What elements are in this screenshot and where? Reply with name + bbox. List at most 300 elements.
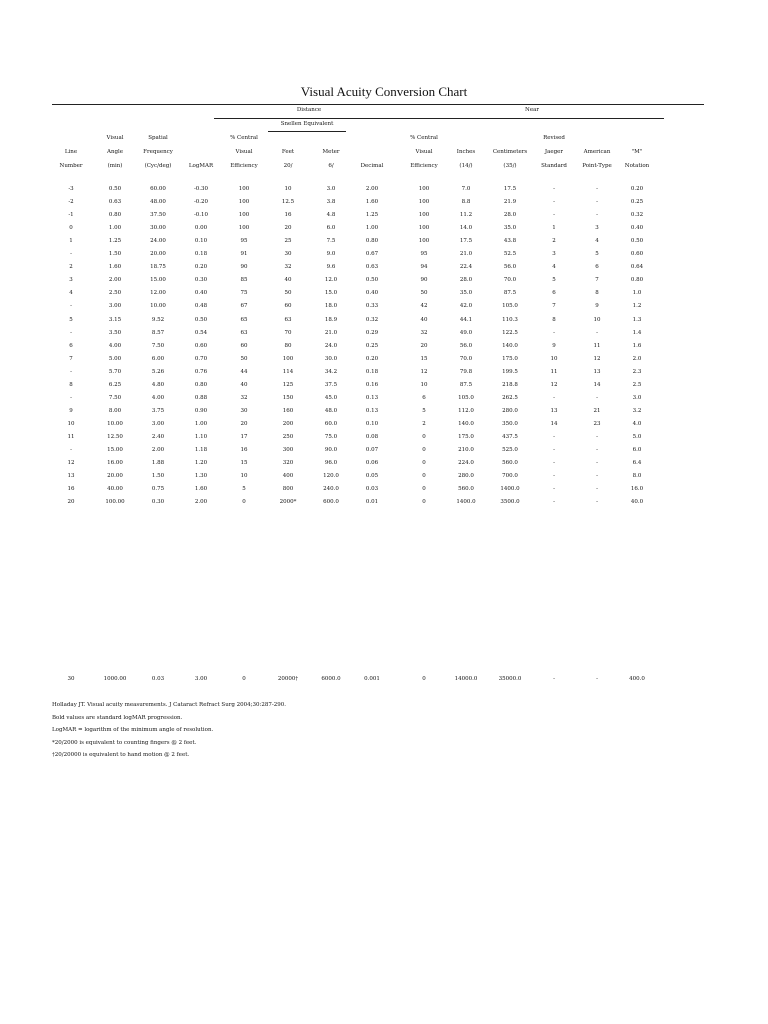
table-cell: 32 (284, 264, 292, 271)
table-cell: 16.00 (107, 460, 123, 467)
footnotes (52, 702, 286, 765)
column-header: Efficiency (230, 163, 258, 169)
table-cell: 60.0 (324, 420, 338, 427)
table-cell: 16.0 (630, 486, 644, 493)
table-cell: 63 (284, 316, 292, 323)
table-cell: 2.00 (365, 186, 379, 192)
table-cell: 3 (595, 225, 599, 232)
table-cell: 210.0 (458, 447, 474, 453)
table-cell: 12 (67, 460, 75, 467)
table-cell: 7 (552, 303, 556, 310)
table-cell: 9 (595, 303, 599, 310)
table-cell: 1.50 (151, 473, 165, 480)
table-cell: -0.20 (193, 199, 209, 206)
table-cell: 87.5 (503, 290, 517, 297)
table-cell: 28.0 (503, 212, 517, 219)
table-cell: 0.32 (630, 212, 644, 219)
table-cell: 1 (552, 225, 556, 232)
column-header: 20/ (283, 163, 293, 169)
footnote: Holladay JT. Visual acuity measurements. J Cataract Refract Surg 2004;30:287-290. (52, 702, 286, 708)
table-cell: 6 (69, 342, 73, 349)
footnote: *20/2000 is equivalent to counting fingers @ 2 feet. (52, 739, 197, 746)
table-cell: 10 (240, 473, 248, 480)
table-cell: 262.5 (502, 394, 518, 401)
table-cell: 8 (552, 316, 556, 323)
column-header: Visual (106, 135, 124, 141)
table-cell: 1.00 (108, 225, 122, 232)
table-cell: 42 (420, 303, 428, 310)
table-cell: 9.52 (151, 316, 165, 323)
table-cell: 4.00 (108, 342, 122, 349)
table-cell: 120.0 (323, 473, 339, 480)
table-cell: 160 (282, 407, 294, 414)
column-header: "M" (631, 149, 643, 155)
table-cell: 3.00 (108, 303, 122, 310)
column-header: Efficiency (410, 163, 438, 169)
column-header: Angle (106, 149, 124, 155)
table-cell: 122.5 (502, 329, 518, 336)
table-cell: 3.8 (326, 199, 336, 206)
table-cell: 320 (282, 460, 294, 467)
table-cell: 8 (69, 381, 73, 388)
table-cell: 1.30 (194, 473, 208, 480)
table-cell: 11 (593, 342, 601, 349)
table-cell: 30 (67, 676, 75, 682)
table-cell: 3.00 (151, 420, 165, 427)
table-cell: 100 (418, 186, 430, 192)
table-cell: 2 (69, 264, 73, 271)
table-cell: 70.0 (459, 355, 473, 362)
column-header: LogMAR (188, 163, 214, 169)
table-cell: 6 (595, 264, 599, 271)
column-header: Visual (415, 149, 433, 155)
table-cell: 0.50 (108, 186, 122, 192)
table-cell: 10.00 (107, 420, 123, 427)
table-cell: 24.0 (324, 342, 338, 349)
table-cell: - (553, 394, 555, 401)
table-cell: 67 (240, 303, 248, 310)
table-cell: 90 (240, 264, 248, 271)
table-cell: 95 (240, 238, 248, 245)
table-cell: 30.0 (324, 355, 338, 362)
table-cell: 21 (593, 407, 601, 414)
table-cell: 0.76 (194, 368, 208, 375)
table-cell: 0 (422, 486, 426, 493)
table-cell: 20 (240, 420, 248, 427)
table-cell: 4 (69, 290, 73, 297)
table-cell: 50 (240, 355, 248, 362)
table-cell: 1.4 (632, 329, 642, 336)
table-cell: 1.00 (365, 225, 379, 232)
table-cell: 0.50 (630, 238, 644, 245)
table-cell: 8.00 (108, 407, 122, 414)
table-cell: 0.54 (194, 329, 208, 336)
table-cell: 350.0 (502, 420, 518, 427)
table-cell: 23 (593, 420, 601, 427)
table-cell: - (70, 303, 72, 310)
table-cell: 0.18 (194, 251, 208, 258)
table-cell: 140.0 (458, 420, 474, 427)
table-cell: 199.5 (502, 368, 518, 375)
table-cell: - (553, 460, 555, 467)
column-header: Meter (322, 149, 340, 155)
table-cell: 50 (420, 290, 428, 297)
table-cell: 6.4 (632, 460, 642, 467)
table-cell: 0.40 (365, 290, 379, 297)
table-cell: - (553, 473, 555, 480)
column-header: (min) (107, 163, 123, 169)
table-cell: 4.80 (151, 381, 165, 388)
table-cell: 1.50 (108, 251, 122, 258)
column-header: Line (64, 149, 78, 155)
table-cell: 437.5 (502, 433, 518, 440)
table-cell: 0.16 (365, 381, 379, 388)
table-cell: - (70, 368, 72, 375)
table-cell: 16 (67, 486, 75, 493)
table-cell: 11.2 (459, 212, 473, 219)
table-cell: 30 (284, 251, 292, 258)
table-cell: 7.50 (151, 342, 165, 349)
table-cell: 100 (418, 238, 430, 245)
table-cell: 5.0 (632, 433, 642, 440)
table-cell: 6.00 (151, 355, 165, 362)
table-cell: 63 (240, 329, 248, 336)
table-cell: 70 (284, 329, 292, 336)
table-cell: 18.0 (324, 303, 338, 310)
table-cell: 13 (593, 368, 601, 375)
table-cell: 0.08 (365, 433, 379, 440)
table-cell: - (596, 499, 598, 506)
table-cell: 2.3 (632, 368, 642, 375)
table-cell: 25 (284, 238, 292, 245)
table-cell: 0.001 (364, 676, 380, 682)
table-cell: 6.25 (108, 381, 122, 388)
table-cell: 0.90 (194, 407, 208, 414)
table-cell: 100 (238, 225, 250, 232)
table-cell: 105.0 (458, 394, 474, 401)
table-cell: -0.10 (193, 212, 209, 219)
table-cell: - (596, 447, 598, 453)
table-cell: 2 (552, 238, 556, 245)
column-header: Frequency (143, 149, 173, 155)
near-group-label: Near (525, 107, 539, 113)
table-cell: 12 (550, 381, 558, 388)
table-cell: - (596, 329, 598, 336)
table-cell: 20.00 (107, 473, 123, 480)
table-cell: 0.20 (365, 355, 379, 362)
table-cell: 35.0 (459, 290, 473, 297)
table-cell: 3.00 (194, 676, 208, 682)
table-cell: -1 (68, 212, 74, 219)
table-cell: 0 (422, 473, 426, 480)
table-cell: 4.0 (632, 420, 642, 427)
table-cell: 100 (238, 199, 250, 206)
table-cell: 3.75 (151, 407, 165, 414)
table-cell: 11 (550, 368, 558, 375)
table-cell: 8.8 (461, 199, 471, 206)
table-cell: 1.60 (108, 264, 122, 271)
table-cell: 0.64 (630, 264, 644, 271)
table-cell: 17 (240, 433, 248, 440)
table-cell: 79.8 (459, 368, 473, 375)
table-cell: 95 (420, 251, 428, 258)
table-cell: 94 (420, 264, 428, 271)
table-cell: 105.0 (502, 303, 518, 310)
table-cell: 0.60 (194, 342, 208, 349)
distance-group-label: Distance (296, 107, 322, 113)
table-cell: 2 (422, 420, 426, 427)
table-cell: 100 (238, 212, 250, 219)
table-cell: 32 (240, 394, 248, 401)
table-cell: - (553, 447, 555, 453)
table-cell: 150 (282, 394, 294, 401)
table-cell: - (596, 199, 598, 206)
table-cell: 1000.00 (103, 676, 127, 682)
column-header: Spatial (148, 135, 168, 141)
table-cell: 0.40 (630, 225, 644, 232)
column-header: American (583, 149, 611, 155)
table-cell: 15.0 (324, 290, 338, 297)
table-cell: 45.0 (324, 394, 338, 401)
table-cell: - (553, 212, 555, 219)
table-cell: 10 (284, 186, 292, 192)
table-cell: 0.10 (365, 420, 379, 427)
table-cell: 0.32 (365, 316, 379, 323)
table-cell: - (596, 212, 598, 219)
table-cell: 0.20 (194, 264, 208, 271)
column-header: Notation (624, 163, 650, 169)
snellen-rule (268, 131, 346, 132)
table-cell: 2.40 (151, 433, 165, 440)
column-header: % Central (230, 135, 258, 141)
table-cell: 22.4 (459, 264, 473, 271)
table-cell: 280.0 (458, 473, 474, 480)
table-cell: 6 (422, 394, 426, 401)
table-cell: 1.10 (194, 433, 208, 440)
table-cell: 2.00 (108, 277, 122, 284)
table-cell: 16 (240, 447, 248, 453)
table-cell: 0 (242, 499, 246, 506)
table-cell: 100.00 (105, 499, 125, 506)
table-cell: 7 (595, 277, 599, 284)
table-cell: 11 (67, 433, 75, 440)
table-cell: 0.60 (630, 251, 644, 258)
table-cell: 0.20 (630, 186, 644, 192)
table-cell: - (70, 329, 72, 336)
table-cell: 12.00 (150, 290, 166, 297)
table-cell: 3.2 (632, 407, 642, 414)
table-cell: 21.0 (324, 329, 338, 336)
table-cell: 52.5 (503, 251, 517, 258)
table-cell: - (596, 433, 598, 440)
table-cell: 0.29 (365, 329, 379, 336)
table-cell: 5 (552, 277, 556, 284)
column-header: Revised (543, 135, 565, 141)
table-cell: 5 (242, 486, 246, 493)
table-cell: 4.8 (326, 212, 336, 219)
table-cell: 300 (282, 447, 294, 453)
table-cell: 2.0 (632, 355, 642, 362)
table-cell: 0.80 (365, 238, 379, 245)
table-cell: 60 (240, 342, 248, 349)
table-cell: 0.25 (365, 342, 379, 349)
table-cell: 15 (420, 355, 428, 362)
column-header: % Central (410, 135, 438, 141)
table-cell: 0.80 (630, 277, 644, 284)
table-cell: 14 (593, 381, 601, 388)
table-cell: 0.00 (194, 225, 208, 232)
table-cell: 0.01 (365, 499, 379, 506)
table-cell: -0.30 (193, 186, 209, 192)
table-cell: 5 (69, 316, 73, 323)
table-cell: 14.0 (459, 225, 473, 232)
table-cell: 560.0 (458, 486, 474, 493)
table-cell: 3.0 (326, 186, 336, 192)
table-cell: 114 (282, 368, 294, 375)
table-cell: 112.0 (458, 407, 474, 414)
table-cell: 1400.0 (500, 486, 520, 493)
table-cell: 218.8 (502, 381, 518, 388)
table-cell: 1.18 (194, 447, 208, 453)
snellen-group-label: Snellen Equivalent (280, 121, 334, 127)
table-cell: 4 (552, 264, 556, 271)
table-cell: 56.0 (503, 264, 517, 271)
table-cell: 40 (284, 277, 292, 284)
table-cell: 1 (69, 238, 73, 245)
table-cell: 12 (593, 355, 601, 362)
table-cell: 3500.0 (500, 499, 520, 506)
table-cell: 48.00 (150, 199, 166, 206)
table-cell: 0.33 (365, 303, 379, 310)
table-cell: 35000.0 (498, 676, 522, 682)
table-cell: 0 (422, 433, 426, 440)
footnote: LogMAR = logarithm of the minimum angle of resolution. (52, 727, 214, 733)
table-cell: 1.6 (632, 342, 642, 349)
table-cell: 1.25 (108, 238, 122, 245)
table-cell: 6.0 (326, 225, 336, 232)
table-cell: 0.30 (194, 277, 208, 284)
table-cell: 4 (595, 238, 599, 245)
table-cell: 15 (240, 460, 248, 467)
table-cell: 2.00 (151, 447, 165, 453)
table-cell: 8.0 (632, 473, 642, 480)
table-cell: 3 (552, 251, 556, 258)
table-cell: 3.0 (632, 394, 642, 401)
table-cell: 6 (552, 290, 556, 297)
table-cell: 100 (282, 355, 294, 362)
table-cell: 0.07 (365, 447, 379, 453)
table-cell: - (596, 486, 598, 493)
table-cell: 50 (284, 290, 292, 297)
table-cell: 15.00 (150, 277, 166, 284)
table-cell: 8.57 (151, 329, 165, 336)
table-cell: 96.0 (324, 460, 338, 467)
table-cell: 5.00 (108, 355, 122, 362)
table-cell: 1.0 (632, 290, 642, 297)
table-cell: 0.67 (365, 251, 379, 258)
table-cell: 80 (284, 342, 292, 349)
column-header: Point-Type (582, 163, 612, 169)
table-cell: 43.8 (503, 238, 517, 245)
table-cell: 40.00 (107, 486, 123, 493)
table-cell: 0.40 (194, 290, 208, 297)
column-header: (14/) (459, 163, 473, 169)
table-cell: 0.05 (365, 473, 379, 480)
table-cell: 85 (240, 277, 248, 284)
table-cell: -2 (68, 199, 74, 206)
table-cell: 800 (282, 486, 294, 493)
table-cell: 0.03 (365, 486, 379, 493)
table-cell: - (596, 186, 598, 192)
table-cell: 0.06 (365, 460, 379, 467)
table-cell: - (553, 329, 555, 336)
table-cell: 5 (422, 407, 426, 414)
table-cell: 560.0 (502, 460, 518, 467)
table-cell: 525.0 (502, 447, 518, 453)
table-cell: 24.00 (150, 238, 166, 245)
table-cell: - (596, 676, 598, 682)
table-cell: 0.13 (365, 394, 379, 401)
table-cell: 14000.0 (454, 676, 478, 682)
table-cell: 44.1 (459, 316, 473, 323)
table-cell: 18.75 (150, 264, 166, 271)
table-cell: 0 (422, 676, 426, 682)
distance-rule (214, 118, 404, 119)
table-cell: 400.0 (629, 676, 645, 682)
table-cell: - (596, 394, 598, 401)
table-cell: 91 (240, 251, 248, 258)
table-cell: 0.80 (108, 212, 122, 219)
table-cell: 140.0 (502, 342, 518, 349)
table-cell: 200 (282, 420, 294, 427)
table-cell: 34.2 (324, 368, 338, 375)
table-cell: 12.5 (281, 199, 295, 206)
table-cell: 100 (418, 225, 430, 232)
table-cell: 7 (69, 355, 73, 362)
table-cell: - (553, 499, 555, 506)
table-cell: 2000* (279, 499, 297, 506)
table-cell: 100 (418, 212, 430, 219)
table-cell: 700.0 (502, 473, 518, 480)
table-cell: 0 (69, 225, 73, 232)
table-cell: 0.75 (151, 486, 165, 493)
table-cell: 40 (240, 381, 248, 388)
footnote: †20/20000 is equivalent to hand motion @ 2 feet. (52, 752, 190, 758)
table-cell: 28.0 (459, 277, 473, 284)
table-cell: - (596, 460, 598, 467)
table-cell: 0.50 (194, 316, 208, 323)
table-cell: 400 (282, 473, 294, 480)
column-header: Jaeger (544, 149, 564, 155)
table-cell: 16 (284, 212, 292, 219)
column-header: Visual (235, 149, 253, 155)
table-cell: 4.00 (151, 394, 165, 401)
table-cell: 3.15 (108, 316, 122, 323)
table-cell: 37.5 (324, 381, 338, 388)
table-cell: 0.30 (151, 499, 165, 506)
table-cell: 14 (550, 420, 558, 427)
table-cell: 20000† (277, 676, 299, 682)
table-cell: 90 (420, 277, 428, 284)
column-header: (35/) (503, 163, 517, 169)
table-cell: 7.50 (108, 394, 122, 401)
column-header: Inches (456, 149, 476, 155)
table-cell: 9 (552, 342, 556, 349)
table-cell: 600.0 (323, 499, 339, 506)
table-cell: - (553, 433, 555, 440)
table-cell: 2.5 (632, 381, 642, 388)
table-cell: 125 (282, 381, 294, 388)
